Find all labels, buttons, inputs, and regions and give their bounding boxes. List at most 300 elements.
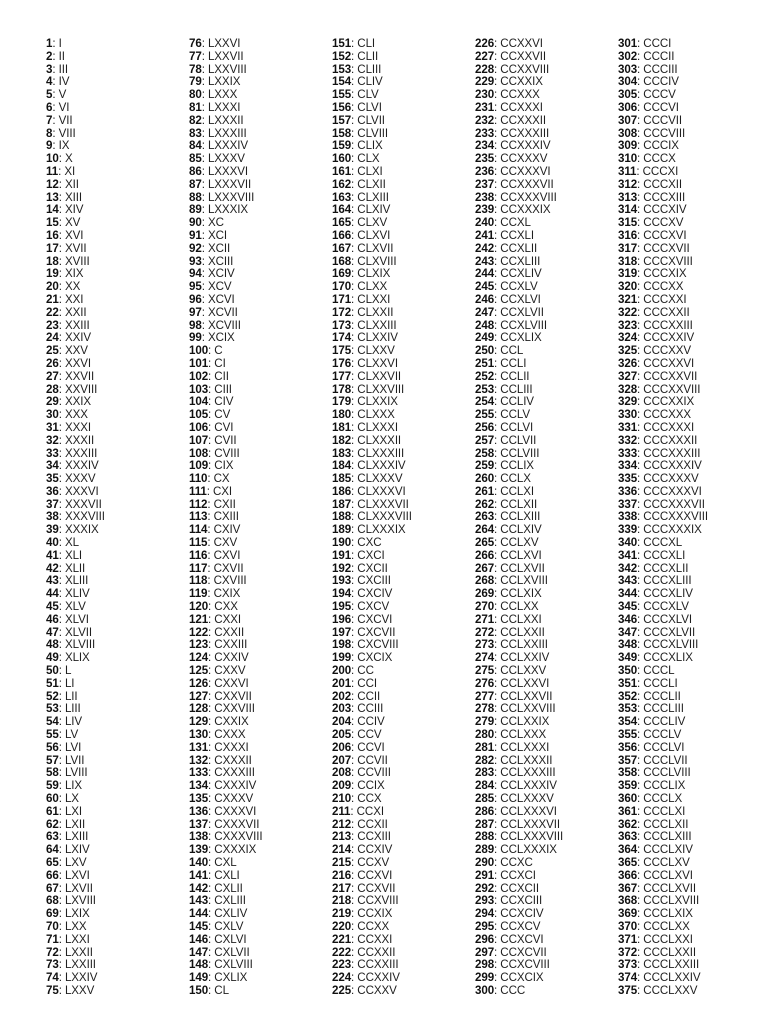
roman-numeral: CCCXL [643,536,683,550]
separator: : [58,919,65,933]
separator: : [208,804,215,818]
separator: : [351,369,358,383]
arabic-number: 28 [46,382,59,396]
separator: : [58,523,65,537]
arabic-number: 118 [189,574,208,588]
roman-numeral: CCXXXV [500,152,548,166]
arabic-number: 247 [475,305,495,319]
arabic-number: 311 [618,164,637,178]
separator: : [637,484,644,498]
separator: : [208,676,215,690]
roman-numeral: CCLII [500,369,530,383]
arabic-number: 178 [332,382,352,396]
separator: : [637,177,644,191]
arabic-number: 21 [46,292,59,306]
arabic-number: 49 [46,651,59,665]
separator: : [58,292,65,306]
arabic-number: 82 [189,113,202,127]
separator: : [351,612,358,626]
separator: : [58,894,65,908]
roman-numeral: CCCLII [643,689,681,703]
separator: : [351,830,358,844]
roman-numeral: CXIX [213,587,241,601]
arabic-number: 158 [332,126,352,140]
separator: : [494,356,501,370]
arabic-number: 103 [189,382,209,396]
roman-numeral: CCLVIII [500,446,540,460]
roman-numeral: CCLXXXIII [500,766,556,780]
roman-numeral: CCLI [500,356,527,370]
separator: : [351,318,358,332]
arabic-number: 246 [475,292,495,306]
separator: : [351,305,358,319]
roman-numeral: CVI [214,420,234,434]
separator: : [494,408,501,422]
separator: : [494,62,501,76]
roman-numeral: CCXCVI [500,932,544,946]
roman-numeral: CCCXXIV [643,331,695,345]
arabic-number: 297 [475,945,495,959]
arabic-number: 228 [475,62,495,76]
separator: : [201,75,208,89]
arabic-number: 336 [618,484,638,498]
separator: : [351,676,358,690]
arabic-number: 24 [46,331,59,345]
separator: : [208,779,215,793]
arabic-number: 276 [475,676,495,690]
separator: : [208,868,215,882]
separator: : [637,689,644,703]
separator: : [494,459,501,473]
arabic-number: 332 [618,433,638,447]
separator: : [201,152,208,166]
separator: : [637,292,644,306]
roman-numeral: XVII [64,241,87,255]
arabic-number: 162 [332,177,352,191]
arabic-number: 175 [332,344,352,358]
arabic-number: 301 [618,37,638,50]
separator: : [208,408,215,422]
arabic-number: 26 [46,356,59,370]
arabic-number: 80 [189,88,202,102]
roman-numeral: CV [214,408,231,422]
roman-numeral: LV [64,728,79,742]
roman-numeral: CCIX [357,779,385,793]
separator: : [351,164,358,178]
separator: : [58,472,65,486]
roman-numeral: CCLXXVI [500,676,550,690]
arabic-number: 10 [46,152,59,166]
roman-numeral: CXCI [357,548,385,562]
arabic-number: 35 [46,472,59,486]
separator: : [494,843,501,857]
arabic-number: 184 [332,459,352,473]
separator: : [637,331,644,345]
arabic-number: 126 [189,676,209,690]
separator: : [494,241,501,255]
arabic-number: 226 [475,37,495,50]
separator: : [637,382,644,396]
arabic-number: 189 [332,523,352,537]
arabic-number: 171 [332,292,352,306]
roman-numeral: CCVI [357,740,385,754]
arabic-number: 315 [618,216,638,230]
separator: : [58,792,65,806]
arabic-number: 84 [189,139,202,153]
arabic-number: 165 [332,216,352,230]
separator: : [58,715,65,729]
separator: : [637,420,644,434]
separator: : [351,459,358,473]
separator: : [208,843,215,857]
roman-numeral: CCLVI [500,420,534,434]
roman-numeral: XXV [64,344,88,358]
separator: : [351,446,358,460]
roman-numeral: CCXIII [357,830,391,844]
arabic-number: 16 [46,228,59,242]
numeral-entry [332,985,472,998]
separator: : [58,971,65,985]
separator: : [207,497,214,511]
roman-numeral: CXXVI [214,676,249,690]
separator: : [351,651,358,665]
roman-numeral: CXXXII [214,753,252,767]
roman-numeral: CXIV [213,523,241,537]
separator: : [637,779,644,793]
separator: : [58,983,65,997]
arabic-number: 111 [189,484,207,498]
arabic-number: 223 [332,958,352,972]
arabic-number: 139 [189,843,209,857]
separator: : [637,945,644,959]
separator: : [351,344,358,358]
roman-numeral: XCII [207,241,231,255]
roman-numeral: CLIII [357,62,382,76]
arabic-number: 333 [618,446,638,460]
arabic-number: 326 [618,356,638,370]
roman-numeral: LVI [64,740,82,754]
separator: : [351,574,358,588]
roman-numeral: CCCII [643,49,675,63]
arabic-number: 97 [189,305,202,319]
roman-numeral: CXXIII [214,638,248,652]
roman-numeral: CCLXXXII [500,753,553,767]
roman-numeral: CXLVIII [214,958,253,972]
roman-numeral: CCCLX [643,792,683,806]
separator: : [351,907,358,921]
roman-numeral: CCXXVIII [500,62,550,76]
roman-numeral: CXLIV [214,907,248,921]
roman-numeral: XXXII [64,433,95,447]
separator: : [52,88,59,102]
arabic-number: 341 [618,548,638,562]
separator: : [494,574,501,588]
roman-numeral: X [64,152,73,166]
separator: : [494,600,501,614]
roman-numeral: CCLV [500,408,530,422]
arabic-number: 286 [475,804,495,818]
arabic-number: 258 [475,446,495,460]
arabic-number: 90 [189,216,202,230]
roman-numeral: CXCIII [357,574,391,588]
separator: : [58,830,65,844]
roman-numeral: CCLXXXI [500,740,550,754]
roman-numeral: XII [64,177,79,191]
arabic-number: 243 [475,254,495,268]
separator: : [494,856,501,869]
roman-numeral: CXXXVIII [214,830,263,844]
arabic-number: 201 [332,676,352,690]
arabic-number: 112 [189,497,208,511]
roman-numeral: LVII [64,753,85,767]
separator: : [494,907,501,921]
roman-numeral: XL [64,536,79,550]
roman-numeral: XXXIII [64,446,98,460]
arabic-number: 232 [475,113,495,127]
separator: : [494,587,501,601]
separator: : [637,868,644,882]
arabic-number: 252 [475,369,495,383]
arabic-number: 241 [475,228,495,242]
separator: : [637,817,644,831]
arabic-number: 280 [475,728,495,742]
roman-numeral: CCX [357,792,382,806]
arabic-number: 43 [46,574,59,588]
numeral-entry [46,985,186,998]
roman-numeral: CLVIII [357,126,389,140]
roman-numeral: CCXIV [357,843,393,857]
separator: : [351,817,358,831]
roman-numeral: LXXX [207,88,238,102]
separator: : [637,919,644,933]
roman-numeral: CCCIV [643,75,679,89]
separator: : [207,536,214,550]
separator: : [637,49,644,63]
roman-numeral: CCXCIV [500,907,544,921]
arabic-number: 63 [46,830,59,844]
arabic-number: 256 [475,420,495,434]
arabic-number: 8 [46,126,53,140]
separator: : [494,766,501,780]
separator: : [637,958,644,972]
arabic-number: 13 [46,190,59,204]
arabic-number: 114 [189,523,208,537]
separator: : [208,433,215,447]
separator: : [494,664,501,678]
roman-numeral: LXX [64,919,87,933]
roman-numeral: CVIII [214,446,240,460]
separator: : [58,779,65,793]
separator: : [58,868,65,882]
separator: : [351,203,358,217]
separator: : [201,203,208,217]
separator: : [208,932,215,946]
separator: : [52,49,59,63]
roman-numeral: CCIII [357,702,384,716]
arabic-number: 144 [189,907,209,921]
roman-numeral: CLXVI [357,228,391,242]
arabic-number: 176 [332,356,352,370]
separator: : [351,382,358,396]
roman-numeral: XCIV [207,267,235,281]
separator: : [58,753,65,767]
roman-numeral: LXXIV [64,971,98,985]
separator: : [351,152,358,166]
roman-numeral: CCVII [357,753,388,767]
arabic-number: 373 [618,958,638,972]
separator: : [637,561,644,575]
arabic-number: 89 [189,203,202,217]
arabic-number: 164 [332,203,352,217]
roman-numeral: CLX [357,152,380,166]
roman-numeral: CXXVIII [214,702,255,716]
arabic-number: 50 [46,664,59,678]
arabic-number: 240 [475,216,495,230]
arabic-number: 295 [475,919,495,933]
separator: : [351,638,358,652]
roman-numeral: CCCXXXII [643,433,698,447]
column-5 [618,38,758,998]
roman-numeral: CCLXII [500,497,538,511]
arabic-number: 135 [189,792,209,806]
arabic-number: 113 [189,510,208,524]
separator: : [351,292,358,306]
arabic-number: 152 [332,49,352,63]
roman-numeral: CCLXVIII [500,574,548,588]
roman-numeral: VI [58,100,70,114]
arabic-number: 156 [332,100,352,114]
separator: : [637,459,644,473]
separator: : [58,804,65,818]
separator: : [58,574,65,588]
separator: : [637,676,644,690]
roman-numeral: CCCXLII [643,561,689,575]
arabic-number: 182 [332,433,352,447]
arabic-number: 67 [46,881,59,895]
roman-numeral: CCCIII [643,62,678,76]
arabic-number: 30 [46,408,59,422]
separator: : [637,446,644,460]
roman-numeral: XXXVII [64,497,102,511]
arabic-number: 203 [332,702,352,716]
arabic-number: 100 [189,344,209,358]
roman-numeral: CXCII [357,561,388,575]
roman-numeral: IX [58,139,70,153]
roman-numeral: CXXIV [214,651,249,665]
roman-numeral: CLV [357,88,379,102]
arabic-number: 305 [618,88,638,102]
roman-numeral: L [64,664,72,678]
roman-numeral: CXXIX [214,715,249,729]
arabic-number: 173 [332,318,352,332]
roman-numeral: LXXXII [207,113,244,127]
arabic-number: 17 [46,241,59,255]
arabic-number: 22 [46,305,59,319]
separator: : [351,408,358,422]
separator: : [58,728,65,742]
arabic-number: 281 [475,740,495,754]
roman-numeral: CCXV [357,856,390,869]
arabic-number: 202 [332,689,352,703]
separator: : [494,932,501,946]
arabic-number: 235 [475,152,495,166]
arabic-number: 48 [46,638,59,652]
roman-numeral: CLXXXIII [357,446,405,460]
roman-numeral: CCCX [643,152,676,166]
separator: : [58,638,65,652]
separator: : [494,203,501,217]
arabic-number: 92 [189,241,202,255]
arabic-number: 255 [475,408,495,422]
roman-numeral: CCCVII [643,113,682,127]
roman-numeral: CCLXXV [500,664,547,678]
separator: : [637,433,644,447]
arabic-number: 94 [189,267,202,281]
separator: : [351,792,358,806]
separator: : [637,88,644,102]
roman-numeral: I [58,37,62,50]
separator: : [494,728,501,742]
arabic-number: 147 [189,945,209,959]
roman-numeral: CCCXXXI [643,420,695,434]
arabic-number: 45 [46,600,59,614]
separator: : [208,983,215,997]
arabic-number: 225 [332,983,352,997]
arabic-number: 119 [189,587,208,601]
separator: : [494,382,501,396]
arabic-number: 216 [332,868,352,882]
arabic-number: 361 [618,804,638,818]
arabic-number: 187 [332,497,352,511]
arabic-number: 342 [618,561,638,575]
roman-numeral: CCCXIII [643,190,686,204]
separator: : [637,497,644,511]
roman-numeral: XCVI [207,292,235,306]
separator: : [637,638,644,652]
roman-numeral: CCCVIII [643,126,686,140]
arabic-number: 317 [618,241,638,255]
arabic-number: 58 [46,766,59,780]
separator: : [58,664,65,678]
separator: : [637,37,644,50]
separator: : [637,75,644,89]
separator: : [58,587,65,601]
roman-numeral: II [58,49,65,63]
arabic-number: 368 [618,894,638,908]
roman-numeral: CXCVI [357,612,393,626]
arabic-number: 218 [332,894,352,908]
roman-numeral: CLXXV [357,344,395,358]
separator: : [494,689,501,703]
roman-numeral: CCLIII [500,382,533,396]
arabic-number: 133 [189,766,209,780]
roman-numeral: CCCLIV [643,715,686,729]
arabic-number: 56 [46,740,59,754]
separator: : [637,574,644,588]
separator: : [351,958,358,972]
arabic-number: 273 [475,638,495,652]
arabic-number: 66 [46,868,59,882]
separator: : [351,779,358,793]
separator: : [58,254,65,268]
separator: : [494,305,501,319]
arabic-number: 334 [618,459,638,473]
arabic-number: 372 [618,945,638,959]
arabic-number: 62 [46,817,59,831]
arabic-number: 169 [332,267,352,281]
arabic-number: 42 [46,561,59,575]
arabic-number: 269 [475,587,495,601]
